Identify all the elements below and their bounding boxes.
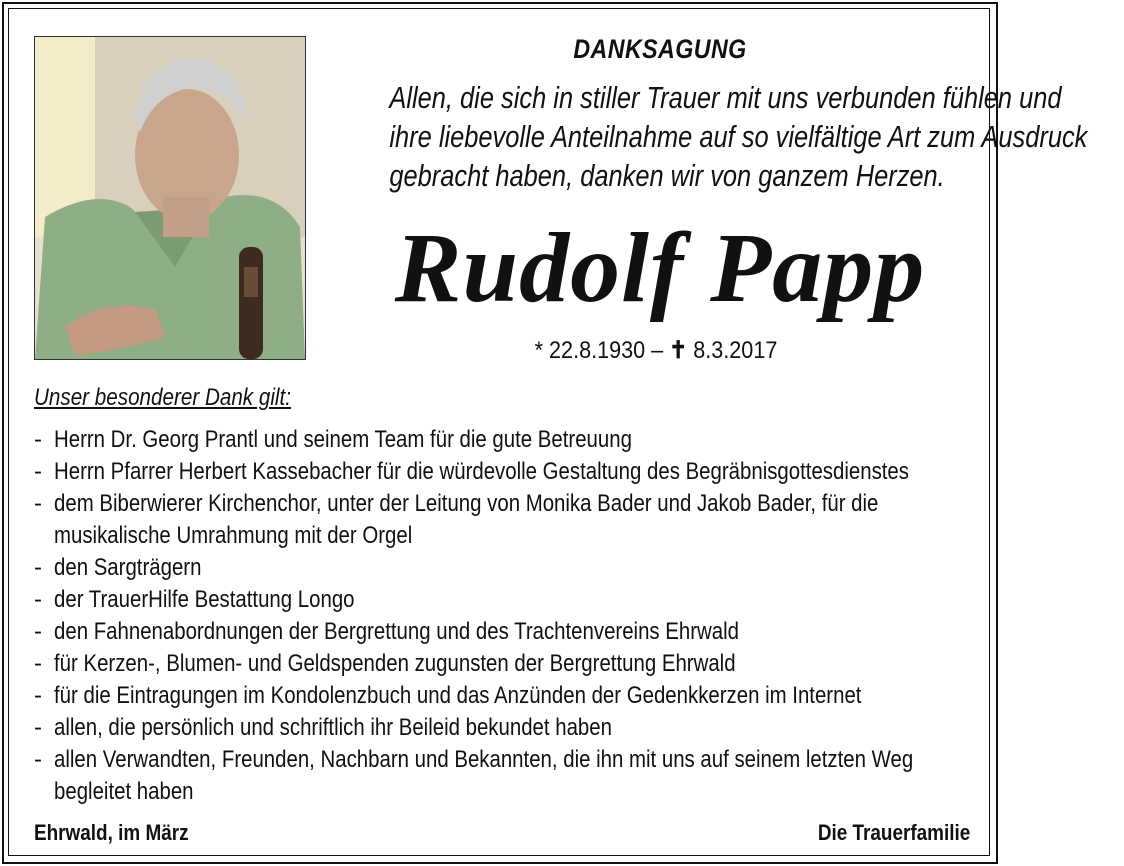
intro-line: gebracht haben, danken wir von ganzem Herzen. (389, 158, 945, 193)
bullet-dash: - (34, 746, 42, 773)
list-item (34, 552, 964, 584)
list-item-text: Herrn Dr. Georg Prantl und seinem Team für die gute Betreuung (54, 426, 632, 453)
heading: DANKSAGUNG (573, 34, 747, 64)
list-item (34, 744, 964, 808)
list-item-text: den Fahnenabordnungen der Bergrettung und des Trachtenvereins Ehrwald (54, 618, 740, 645)
list-item (34, 424, 964, 456)
list-item-text: den Sargträgern (54, 554, 202, 581)
list-item (34, 584, 964, 616)
bullet-dash: - (34, 682, 42, 709)
bullet-dash: - (34, 490, 42, 517)
intro-line: Allen, die sich in stiller Trauer mit uns verbunden fühlen und (389, 80, 1062, 115)
list-item-text: dem Biberwierer Kirchenchor, unter der Leitung von Monika Bader und Jakob Bader, für die musikalische Umrahmung mit der Orgel (54, 490, 879, 549)
thanks-title: Unser besonderer Dank gilt: (34, 384, 291, 411)
list-item (34, 712, 964, 744)
bullet-dash: - (34, 554, 42, 581)
bullet-dash: - (34, 426, 42, 453)
portrait-photo (34, 36, 306, 360)
bullet-dash: - (34, 618, 42, 645)
bullet-dash: - (34, 586, 42, 613)
life-dates (363, 336, 950, 365)
bullet-dash: - (34, 650, 42, 677)
cross-icon: ✝ (669, 337, 688, 364)
list-item-text: für Kerzen-, Blumen- und Geldspenden zugunsten der Bergrettung Ehrwald (54, 650, 736, 677)
list-item-text: für die Eintragungen im Kondolenzbuch und das Anzünden der Gedenkkerzen im Internet (54, 682, 862, 709)
intro-line: ihre liebevolle Anteilnahme auf so vielfältige Art zum Ausdruck (389, 119, 1088, 154)
list-item (34, 488, 964, 552)
portrait-photo-icon (35, 37, 305, 359)
list-item-text: allen Verwandten, Freunden, Nachbarn und Bekannten, die ihn mit uns auf seinem letzten Weg begleitet haben (54, 746, 914, 805)
list-item-text: allen, die persönlich und schriftlich ihr Beileid bekundet haben (54, 714, 612, 741)
list-item-text: Herrn Pfarrer Herbert Kassebacher für die würdevolle Gestaltung des Begräbnisgottesdienstes (54, 458, 909, 485)
list-item (34, 648, 964, 680)
thanks-list (34, 424, 964, 808)
place-and-date: Ehrwald, im März (34, 820, 189, 845)
list-item (34, 456, 964, 488)
bullet-dash: - (34, 714, 42, 741)
list-item-text: der TrauerHilfe Bestattung Longo (54, 586, 355, 613)
signature: Die Trauerfamilie (817, 820, 970, 845)
death-date: 8.3.2017 (693, 337, 778, 364)
bullet-dash: - (34, 458, 42, 485)
deceased-name: Rudolf Papp (394, 212, 926, 323)
intro-text (330, 78, 1088, 195)
list-item (34, 680, 964, 712)
list-item (34, 616, 964, 648)
birth-date: * 22.8.1930 – (534, 337, 664, 364)
